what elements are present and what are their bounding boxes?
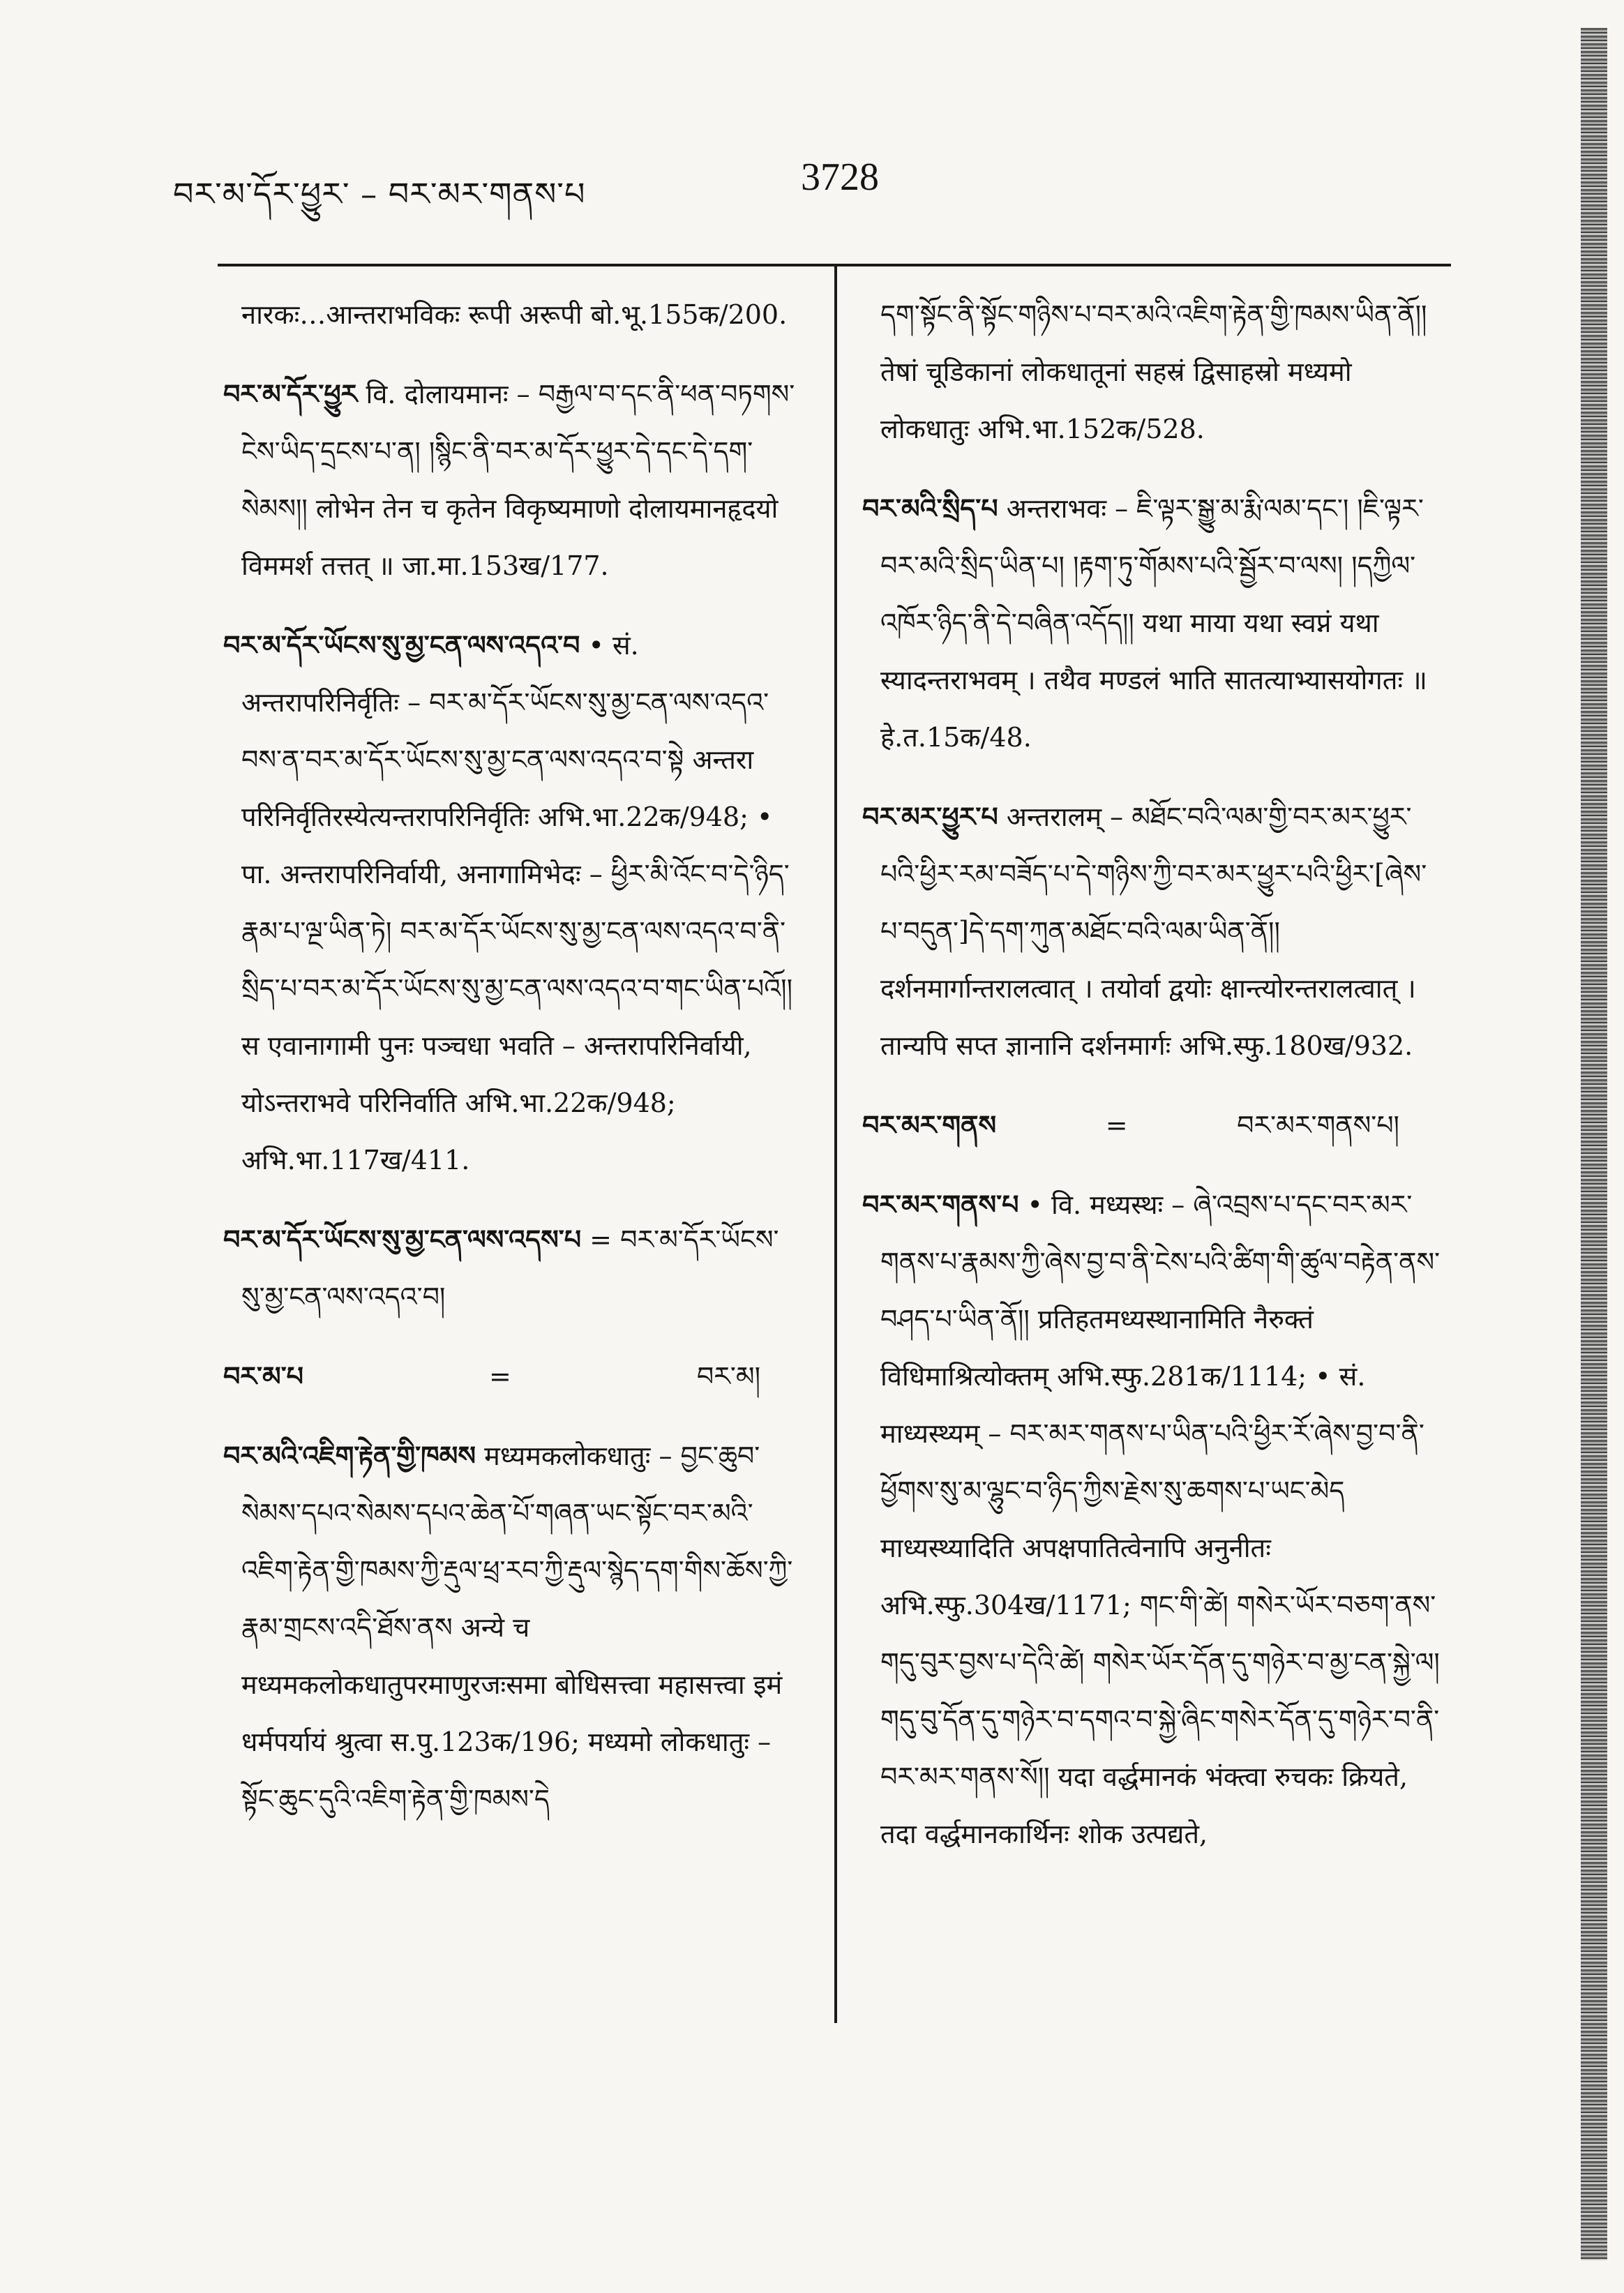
scanned-page-edge bbox=[1581, 28, 1607, 2260]
dictionary-entry bbox=[862, 788, 1441, 1074]
entry-headword: བར་མ་དོར་ཡོངས་སུ་མྱ་ངན་ལས་འདའ་བ bbox=[223, 629, 580, 661]
entry-text: • सं. अन्तरापरिनिर्वृतिः – བར་མ་དོར་ཡོངས་སུ་མྱ་ངན་ལས་འདའ་བས་ན་བར་མ་དོར་ཡོངས་སུ་མྱ་ངན་ལས་འདའ་བ་སྟེ अन्तरा परिनिर्वृतिरस्येत्यन्तरापरिनिर्वृतिः अभि.भा.22क/948; • पा. अन्तरापरिनिर्वायी, अनागामिभेदः – ཕྱིར་མི་འོང་བ་དེ་ཉིད་རྣམ་པ་ལྔ་ཡིན་ཏེ། བར་མ་དོར་ཡོངས་སུ་མྱ་ངན་ལས་འདའ་བ་ནི་སྲིད་པ་བར་མ་དོར་ཡོངས་སུ་མྱ་ངན་ལས་འདའ་བ་གང་ཡིན་པའོ།། स एवानागामी पुनः पञ्चधा भवति – अन्तरापरिनिर्वायी, योऽन्तराभवे परिनिर्वाति अभि.भा.22क/948; अभि.भा.117ख/411. bbox=[241, 630, 793, 1175]
dictionary-entry bbox=[223, 286, 802, 343]
entry-headword: བར་མར་ཕྱུར་པ bbox=[862, 801, 998, 832]
cross-reference bbox=[862, 1097, 1441, 1154]
entry-text: • वि. मध्यस्थः – ཞེ་འབྲས་པ་དང་བར་མར་གནས་པ་རྣམས་ཀྱི་ཞེས་བྱ་བ་ནི་ངེས་པའི་ཚིག་གི་ཚུལ་བརྟེན་ནས་བཤད་པ་ཡིན་ནོ།། प्रतिहतमध्यस्थानामिति नैरुक्तं विधिमाश्रित्योक्तम् अभि.स्फु.281क/1114; • सं. माध्यस्थ्यम् – བར་མར་གནས་པ་ཡིན་པའི་ཕྱིར་རོ་ཞེས་བྱ་བ་ནི་ཕྱོགས་སུ་མ་ལྷུང་བ་ཉིད་ཀྱིས་རྗེས་སུ་ཆགས་པ་ཡང་མེད माध्यस्थ्यादिति अपक्षपातित्वेनापि अनुनीतः अभि.स्फु.304ख/1171; གང་གི་ཚེ། གསེར་ཡོར་བཅག་ནས་གདུ་བུར་བྱས་པ་དེའི་ཚེ། གསེར་ཡོར་དོན་དུ་གཉེར་བ་མྱ་ངན་སྐྱེ་ལ། གདུ་བུ་དོན་དུ་གཉེར་བ་དགའ་བ་སྐྱེ་ཞིང་གསེར་དོན་དུ་གཉེར་བ་ནི་བར་མར་གནས་སོ།། यदा वर्द्धमानकं भंक्त्वा रुचकः क्रियते, तदा वर्द्धमानकार्थिनः शोक उत्पद्यते, bbox=[880, 1189, 1441, 1849]
entry-text: वि. दोलायमानः – བརྒྱལ་བ་དང་ནི་ཕན་བཏགས་ངེས་ཡིད་དྲངས་པ་ན། །སྙིང་ནི་བར་མ་དོར་ཕྱུར་དེ་དང་དེ་དག་སེམས།། लोभेन तेन च कृतेन विकृष्यमाणो दोलायमानहृदयो विममर्श तत्तत् ॥ जा.मा.153ख/177. bbox=[241, 379, 795, 581]
page-number: 3728 bbox=[801, 156, 879, 199]
dictionary-entry bbox=[862, 286, 1441, 458]
running-head: བར་མ་དོར་ཕྱུར་ – བར་མར་གནས་པ bbox=[173, 175, 586, 213]
dictionary-entry bbox=[223, 617, 802, 1189]
entry-text: = བར་མ་དོར་ཡོངས་སུ་མྱ་ངན་ལས་འདའ་བ། bbox=[241, 1224, 779, 1312]
xref-target: བར་མར་གནས་པ། bbox=[1237, 1110, 1399, 1141]
page-header bbox=[0, 0, 1624, 265]
dictionary-entry bbox=[862, 1176, 1441, 1863]
dictionary-entry bbox=[223, 366, 802, 594]
entry-text: अन्तरालम् – མཐོང་བའི་ལམ་གྱི་བར་མར་ཕྱུར་པའི་ཕྱིར་རམ་བཟོད་པ་དེ་གཉིས་ཀྱི་བར་མར་ཕྱུར་པའི་ཕྱིར་[ཞེས་པ་བདུན་]དེ་དག་ཀུན་མཐོང་བའི་ལམ་ཡིན་ནོ།། दर्शनमार्गान्तरालत्वात् । तयोर्वा द्वयोः क्षान्त्योरन्तरालत्वात् । तान्यपि सप्त ज्ञानानि दर्शनमार्गः अभि.स्फु.180ख/932. bbox=[880, 802, 1427, 1061]
dictionary-entry bbox=[223, 1427, 802, 1828]
xref-target: བར་མ། bbox=[696, 1361, 760, 1392]
entry-text: मध्यमकलोकधातुः – བྱང་ཆུབ་སེམས་དཔའ་སེམས་དཔའ་ཆེན་པོ་གཞན་ཡང་སྟོང་བར་མའི་འཇིག་རྟེན་གྱི་ཁམས་ཀྱི་རྡུལ་ཕྲ་རབ་ཀྱི་རྡུལ་སྙེད་དག་གིས་ཆོས་ཀྱི་རྣམ་གྲངས་འདི་ཐོས་ནས अन्ये च मध्यमकलोकधातुपरमाणुरजःसमा बोधिसत्त्वा महासत्त्वा इमं धर्मपर्यायं श्रुत्वा स.पु.123क/196; मध्यमो लोकधातुः – སྟོང་ཆུང་དུའི་འཇིག་རྟེན་གྱི་ཁམས་དེ bbox=[241, 1441, 793, 1814]
xref-headword: བར་མ་པ bbox=[223, 1360, 304, 1392]
left-column bbox=[223, 286, 802, 1850]
dictionary-entry bbox=[223, 1211, 802, 1325]
dictionary-entry bbox=[862, 480, 1441, 766]
cross-reference bbox=[223, 1348, 802, 1405]
entry-headword: བར་མའི་འཇིག་རྟེན་གྱི་ཁམས bbox=[223, 1440, 476, 1471]
right-column bbox=[862, 286, 1441, 1885]
entry-text: नारकः…आन्तराभविकः रूपी अरूपी बो.भू.155क/200. bbox=[241, 299, 788, 330]
entry-headword: བར་མ་དོར་ཡོངས་སུ་མྱ་ངན་ལས་འདས་པ bbox=[223, 1224, 582, 1255]
xref-equals: = bbox=[1105, 1110, 1128, 1141]
entry-headword: བར་མ་དོར་ཕྱུར bbox=[223, 378, 358, 409]
column-divider bbox=[834, 264, 837, 2023]
entry-headword: བར་མར་གནས་པ bbox=[862, 1189, 1019, 1220]
entry-text: དག་སྟོང་ནི་སྟོང་གཉིས་པ་བར་མའི་འཇིག་རྟེན་གྱི་ཁམས་ཡིན་ནོ།། तेषां चूडिकानां लोकधातूनां सहस्रं द्विसाहस्रो मध्यमो लोकधातुः अभि.भा.152क/528. bbox=[880, 299, 1427, 444]
xref-equals: = bbox=[489, 1361, 511, 1392]
entry-text: अन्तराभवः – ཇི་ལྟར་སྒྱུ་མ་རྨི་ལམ་དང་། །ཇི་ལྟར་བར་མའི་སྲིད་ཡིན་པ། །རྟག་ཏུ་གོམས་པའི་སྦྱོར་བ་ལས། །དཀྱིལ་འཁོར་ཉིད་ནི་དེ་བཞིན་འདོད།། यथा माया यथा स्वप्नं यथा स्यादन्तराभवम् । तथैव मण्डलं भाति सातत्याभ्यासयोगतः ॥ हे.त.15क/48. bbox=[880, 493, 1427, 753]
xref-headword: བར་མར་གནས bbox=[862, 1109, 997, 1141]
entry-headword: བར་མའི་སྲིད་པ bbox=[862, 493, 998, 524]
